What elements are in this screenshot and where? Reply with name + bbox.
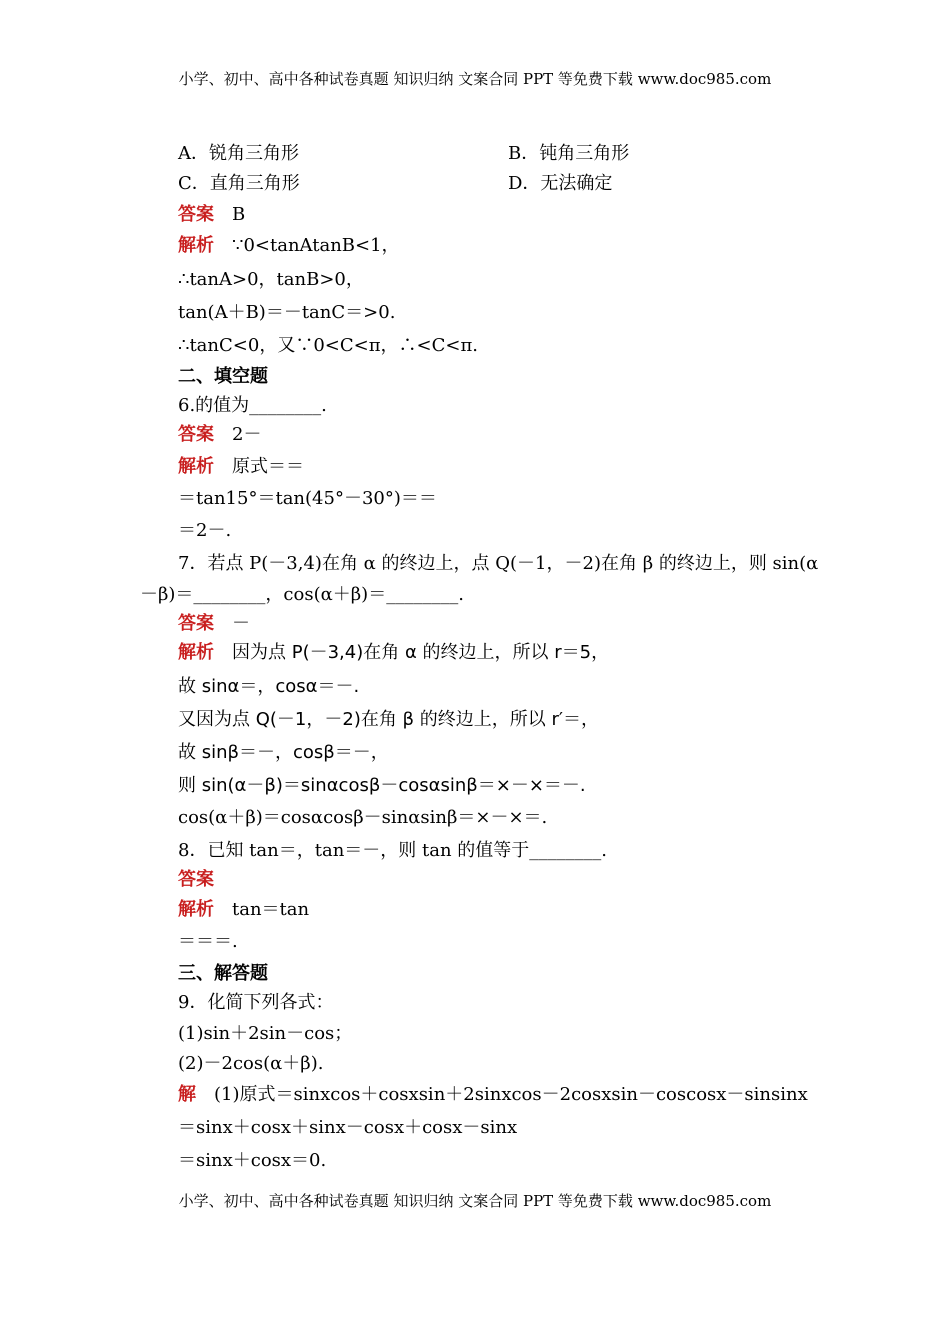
answer-text: 2－ [232, 424, 262, 445]
analysis-5 [178, 233, 400, 259]
analysis-line: ＝2－. [178, 520, 232, 541]
analysis-line: tan(A＋B)＝－tanC＝>0. [178, 302, 396, 323]
answer-label: 答案 [178, 424, 214, 445]
question-9-part-1: (1)sin＋2sin－cos； [178, 1023, 353, 1044]
page-footer: 小学、初中、高中各种试卷真题 知识归纳 文案合同 PPT 等免费下载 www.doc985.com [178, 1192, 772, 1210]
analysis-text: 原式＝＝ [232, 456, 304, 477]
analysis-8 [178, 897, 309, 923]
analysis-line: ＝tan15°＝tan(45°－30°)＝＝ [178, 488, 437, 509]
analysis-line: ＝＝＝. [178, 931, 238, 952]
answer-text: B [232, 204, 246, 225]
analysis-line: 故 sinα＝，cosα＝－. [178, 676, 360, 697]
analysis-label: 解析 [178, 235, 214, 256]
option-a: A．锐角三角形 [178, 143, 299, 164]
analysis-6 [178, 454, 304, 480]
section-heading: 三、解答题 [178, 963, 268, 984]
solution-line: ＝sinx＋cosx＝0. [178, 1150, 327, 1171]
answer-7 [178, 611, 250, 637]
answer-text: － [232, 613, 250, 634]
analysis-line: 故 sinβ＝－，cosβ＝－， [178, 742, 389, 763]
question-9-part-2: (2)－2cos(α＋β). [178, 1053, 324, 1074]
answer-label: 答案 [178, 204, 214, 225]
solution-line: ＝sinx＋cosx＋sinx－cosx＋cosx－sinx [178, 1117, 518, 1138]
option-d: D．无法确定 [508, 173, 613, 194]
answer-label: 答案 [178, 613, 214, 634]
section-heading: 二、填空题 [178, 366, 268, 387]
analysis-text: 因为点 P(－3,4)在角 α 的终边上，所以 r＝5， [232, 642, 610, 663]
option-b: B．钝角三角形 [508, 143, 630, 164]
analysis-label: 解析 [178, 899, 214, 920]
option-c: C．直角三角形 [178, 173, 300, 194]
question-9: 9．化简下列各式： [178, 992, 334, 1013]
analysis-line: 则 sin(α－β)＝sinαcosβ－cosαsinβ＝×－×＝－. [178, 775, 586, 796]
question-6: 6.的值为________. [178, 395, 327, 416]
question-8: 8．已知 tan＝，tan＝－，则 tan 的值等于________. [178, 840, 608, 861]
solution-9 [178, 1082, 808, 1108]
question-7: 7．若点 P(－3,4)在角 α 的终边上，点 Q(－1，－2)在角 β 的终边上，则 sin(α [178, 553, 819, 574]
answer-label: 答案 [178, 869, 214, 890]
analysis-text: tan＝tan [232, 899, 310, 920]
analysis-line: ∴tanA>0，tanB>0， [178, 269, 364, 290]
solution-text: (1)原式＝sinxcos＋cosxsin＋2sinxcos－2cosxsin－coscosx－sinsinx [214, 1084, 808, 1105]
question-7-cont: －β)＝________，cos(α＋β)＝________. [140, 584, 464, 605]
answer-8 [178, 867, 214, 893]
analysis-line: cos(α＋β)＝cosαcosβ－sinαsinβ＝×－×＝. [178, 807, 548, 828]
answer-5 [178, 202, 245, 228]
solution-label: 解 [178, 1084, 196, 1105]
analysis-label: 解析 [178, 642, 214, 663]
analysis-label: 解析 [178, 456, 214, 477]
answer-6 [178, 422, 261, 448]
analysis-7 [178, 640, 609, 666]
page-header: 小学、初中、高中各种试卷真题 知识归纳 文案合同 PPT 等免费下载 www.doc985.com [178, 70, 772, 88]
analysis-line: 又因为点 Q(－1，－2)在角 β 的终边上，所以 r′＝， [178, 709, 599, 730]
analysis-text: ∵0<tanAtanB<1， [232, 235, 400, 256]
analysis-line: ∴tanC<0，又∵0<C<π，∴<C<π. [178, 335, 479, 356]
